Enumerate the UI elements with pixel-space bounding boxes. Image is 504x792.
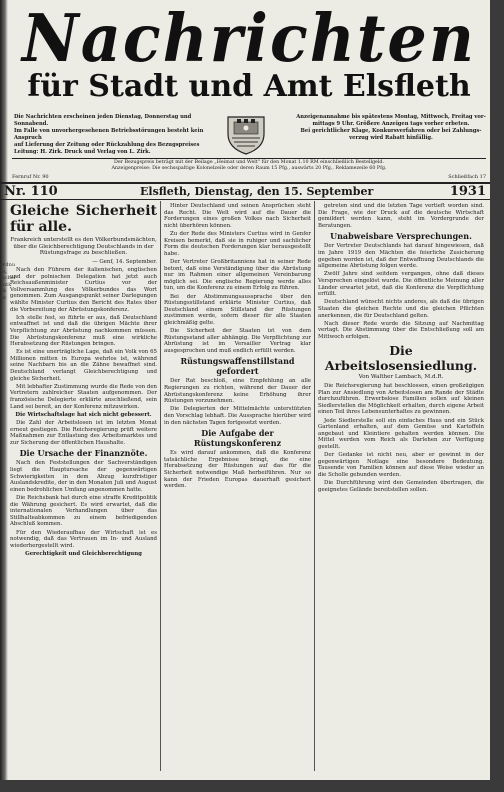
info-left-line: Leitung: H. Zirk. Druck und Verlag von L. Zirk. [14,149,151,155]
paragraph: Die Durchführung wird den Gemeinden übertragen, die geeignetes Gelände bereitstellen sollen. [318,480,484,493]
edge-fragment: ist [0,294,7,301]
paragraph: Der Gedanke ist nicht neu, aber er gewinnt in der gegenwärtigen Notlage eine besondere Bedeutung. Tausende von Familien können auf diese Weise wieder an die Scholle gebunden werden. [318,452,484,478]
issue-date: Elsfleth, Dienstag, den 15. September [140,185,374,198]
article-headline: Die Arbeitslosensiedlung. [324,343,478,374]
subscription-line: Anzeigenpreise: Die sechsspaltige Kolonelzeile oder deren Raum 15 Pfg., auswärts 20 Pfg., Reklamezeile 60 Pfg. [111,166,387,171]
subheadline: Frankreich unterstellt es den Völkerbundsmächten, über die Gleichberechtigung Deutschlands in der Rüstungsfrage zu beschließen. [10,237,157,257]
paragraph: Die Reichsbank hat durch eine straffe Kreditpolitik die Währung gesichert. Es wird erwartet, daß die internationalen Verhandlungen über das Stillhalteabkommen zu einem befriedigenden Abschluß kommen. [10,494,157,528]
paragraph: Es wird darauf ankommen, daß die Konferenz tatsächliche Ergebnisse bringt, die eine Herabsetzung der Rüstungen auf das für die Sicherheit notwendige Maß herbeiführen. Nur so kann der Frieden Europas dauerhaft gesichert werden. [164,450,311,490]
section-heading: Unabweisbare Versprechungen. [330,231,472,242]
paragraph: Mit lebhafter Zustimmung wurde die Rede von den Vertretern zahlreicher Staaten aufgenommen. Der französische Delegierte erklärte anschließend, sein Land sei bereit, an der Konferenz mitzuwirken. [10,383,157,410]
publication-info [14,114,204,156]
headline: Gleiche Sicherheit für alle. [10,203,157,235]
paragraph: Zwölf Jahre sind seitdem vergangen, ohne daß dieses Versprechen eingelöst wurde. Die öffentliche Meinung aller Länder erwartet jetzt, daß die Konferenz die Verpflichtung erfüllt. [318,271,484,298]
town-crest-emblem [224,114,268,156]
subscription-info [12,160,486,172]
article-column-2 [164,203,311,491]
section-heading: Gerechtigkeit und Gleichberechtigung [25,550,142,557]
paragraph: Die Reichsregierung hat beschlossen, einen großzügigen Plan zur Ansiedlung von Arbeitslosen am Rande der Städte durchzuführen. Erwerbslose Familien sollen auf kleinen Siedlerstellen die Möglichkeit erhalten, durch eigene Arbeit einen Teil ihres Lebensunterhaltes zu gewinnen. [318,383,484,416]
paragraph: Hinter Deutschland und seinen Ansprüchen steht das Recht. Die Welt wird auf die Dauer die Forderungen eines großen Volkes nach Sicherheit nicht überhören können. [164,203,311,229]
paragraph: getreten sind und die letzten Tage vertieft worden sind. Die Frage, wie der Druck auf die deutsche Wirtschaft gemildert werden kann, steht im Vordergrunde der Beratungen. [318,203,484,229]
column-separator [314,201,315,771]
paragraph: Deutschland wünscht nichts anderes, als daß die übrigen Staaten die gleichen Rechte und die gleichen Pflichten anerkennen, die für Deutschland gelten. [318,299,484,319]
info-right-line: Anzeigenannahme bis spätestens Montag, Mittwoch, Freitag vor- [296,114,486,120]
info-left-line: auf Lieferung der Zeitung oder Rückzahlung des Bezugspreises [14,142,200,148]
edge-fragment: us, [0,268,8,275]
issue-date-bar [0,184,490,198]
paragraph: Die Zahl der Arbeitslosen ist im letzten Monat erneut gestiegen. Die Reichsregierung prüft weitere Maßnahmen zur Entlastung des Arbeitsmarktes und zur Sicherung der öffentlichen Haushalte. [10,420,157,446]
paragraph: Die Delegierten der Mittelmächte unterstützten den Vorschlag lebhaft. Die Aussprache hierüber wird in den nächsten Tagen fortgesetzt werden. [164,406,311,426]
paragraph: Die Sicherheit der Staaten ist von dem Rüstungsstand aller abhängig. Die Verpflichtung zur Abrüstung ist im Versailler Vertrag klar ausgesprochen und muß endlich erfüllt werden. [164,328,311,354]
paragraph: Nach dieser Rede wurde die Sitzung auf Nachmittag vertagt. Die Abstimmung über die Entschließung soll am Mittwoch erfolgen. [318,320,484,340]
paragraph: Nach den Feststellungen der Sachverständigen liegt die Hauptursache der gegenwärtigen Schwierigkeiten in dem Abzug kurzfristiger Auslandskredite, der in den Monaten Juli und August einen bedrohlichen Umfang angenommen hatte. [10,460,157,493]
info-right-line: verzug wird Rabatt hinfällig. [349,135,433,141]
column-separator [160,201,161,771]
dateline: — Genf, 14. September. [92,258,157,265]
info-row [12,114,486,156]
edge-fragment: entk [0,281,12,288]
section-heading: Rüstungswaffenstillstand gefordert [180,356,295,377]
paragraph: Bei der Abstimmungsaussprache über den Rüstungsstillstand erklärte Minister Curtius, daß Deutschland einem Stillstand der Rüstungen zustimmen werde, sofern dieser für alle Staaten gleichmäßig gelte. [164,293,311,326]
info-left-line: Die Nachrichten erscheinen jeden Dienstag, Donnerstag und Sonnabend. [14,114,192,127]
edge-fragment: nk [0,288,7,295]
masthead-subtitle: für Stadt und Amt Elsfleth [27,69,471,104]
paragraph: Nach den Führern der italienischen, englischen und der polnischen Delegation hat jetzt auch Reichsaußenminister Curtius vor der Vollversammlung des Völkerbundes das Wort genommen. Zum Ausgangspunkt seiner Darlegungen wählte Minister Curtius den Bericht des Rates über die Vorbereitung der Abrüstungskonferenz. [10,266,157,313]
paragraph: Zu der Rede des Ministers Curtius wird in Genfer Kreisen bemerkt, daß sie in ruhiger und sachlicher Form die deutschen Forderungen klar herausgestellt habe. [164,230,311,257]
info-right-line: Bei gerichtlicher Klage, Konkursverfahren oder bei Zahlungs- [300,128,482,134]
masthead-title: Nachrichten [22,0,476,77]
edge-fragment: ordnu [0,262,16,268]
edge-fragment: lücher [0,275,17,282]
section-heading: Die Ursache der Finanznöte. [19,448,148,459]
advertising-info [296,114,486,142]
section-heading: Die Aufgabe der Rüstungskonferenz [193,428,282,449]
binding-edge [0,0,8,780]
article-column-1 [10,203,157,559]
paragraph: Für den Wiederaufbau der Wirtschaft ist es notwendig, daß das Vertrauen im In- und Ausland wiederhergestellt wird. [10,529,157,549]
article-column-3 [318,203,484,495]
info-right-line: mittags 9 Uhr. Größere Anzeigen tags vorher erbeten. [312,121,470,127]
divider [0,199,490,200]
divider [12,158,486,159]
paragraph: Jede Siedlerstelle soll ein einfaches Haus und ein Stück Gartenland erhalten, auf dem Gemüse und Kartoffeln angebaut und Kleintiere gehalten werden können. Die Mittel werden vom Reich als Darlehen zur Verfügung gestellt. [318,417,484,450]
subscription-line: Der Bezugspreis beträgt mit der Beilage „Heimat und Welt" für den Monat 1.10 RM einschließlich Bestellgeld. [113,160,385,165]
issue-year: 1931 [449,184,486,199]
masthead [14,0,484,104]
phone-number: Fernruf Nr. 90 [12,174,49,180]
paragraph: Der Vertreter Großbritanniens hat in seiner Rede betont, daß eine Verständigung über die Abrüstung nur im Rahmen einer allgemeinen Vereinbarung möglich sei. Die englische Regierung werde alles tun, um die Konferenz zu einem Erfolg zu führen. [164,258,311,292]
paragraph: Ich stelle fest, so führte er aus, daß Deutschland entwaffnet ist und daß die übrigen Mächte ihrer Verpflichtung zur Abrüstung nachkommen müssen. Die Abrüstungskonferenz muß eine wirkliche Herabsetzung der Rüstungen bringen. [10,314,157,348]
section-heading: Die Wirtschaftslage hat sich nicht gebessert. [15,411,152,418]
issue-number: Nr. 110 [4,184,58,199]
paragraph: Der Rat beschloß, eine Empfehlung an alle Regierungen zu richten, während der Dauer der Abrüstungskonferenz keine Erhöhung ihrer Rüstungen vorzunehmen. [164,378,311,405]
po-box: Schließfach 17 [448,174,486,180]
paragraph: Es ist eine unerträgliche Lage, daß ein Volk von 65 Millionen mitten in Europa wehrlos ist, während seine Nachbarn bis an die Zähne bewaffnet sind. Deutschland verlangt Gleichberechtigung und gleiche Sicherheit. [10,349,157,382]
byline: Von Walther Lambach, M.d.R. [358,374,444,381]
info-left-line: Im Falle von unvorhergesehenen Betriebsstörungen besteht kein Anspruch [14,128,204,141]
paragraph: Der Vertreter Deutschlands hat darauf hingewiesen, daß im Jahre 1919 den Mächten die feierliche Zusicherung gegeben worden ist, daß der Entwaffnung Deutschlands die allgemeine Abrüstung folgen werde. [318,243,484,270]
